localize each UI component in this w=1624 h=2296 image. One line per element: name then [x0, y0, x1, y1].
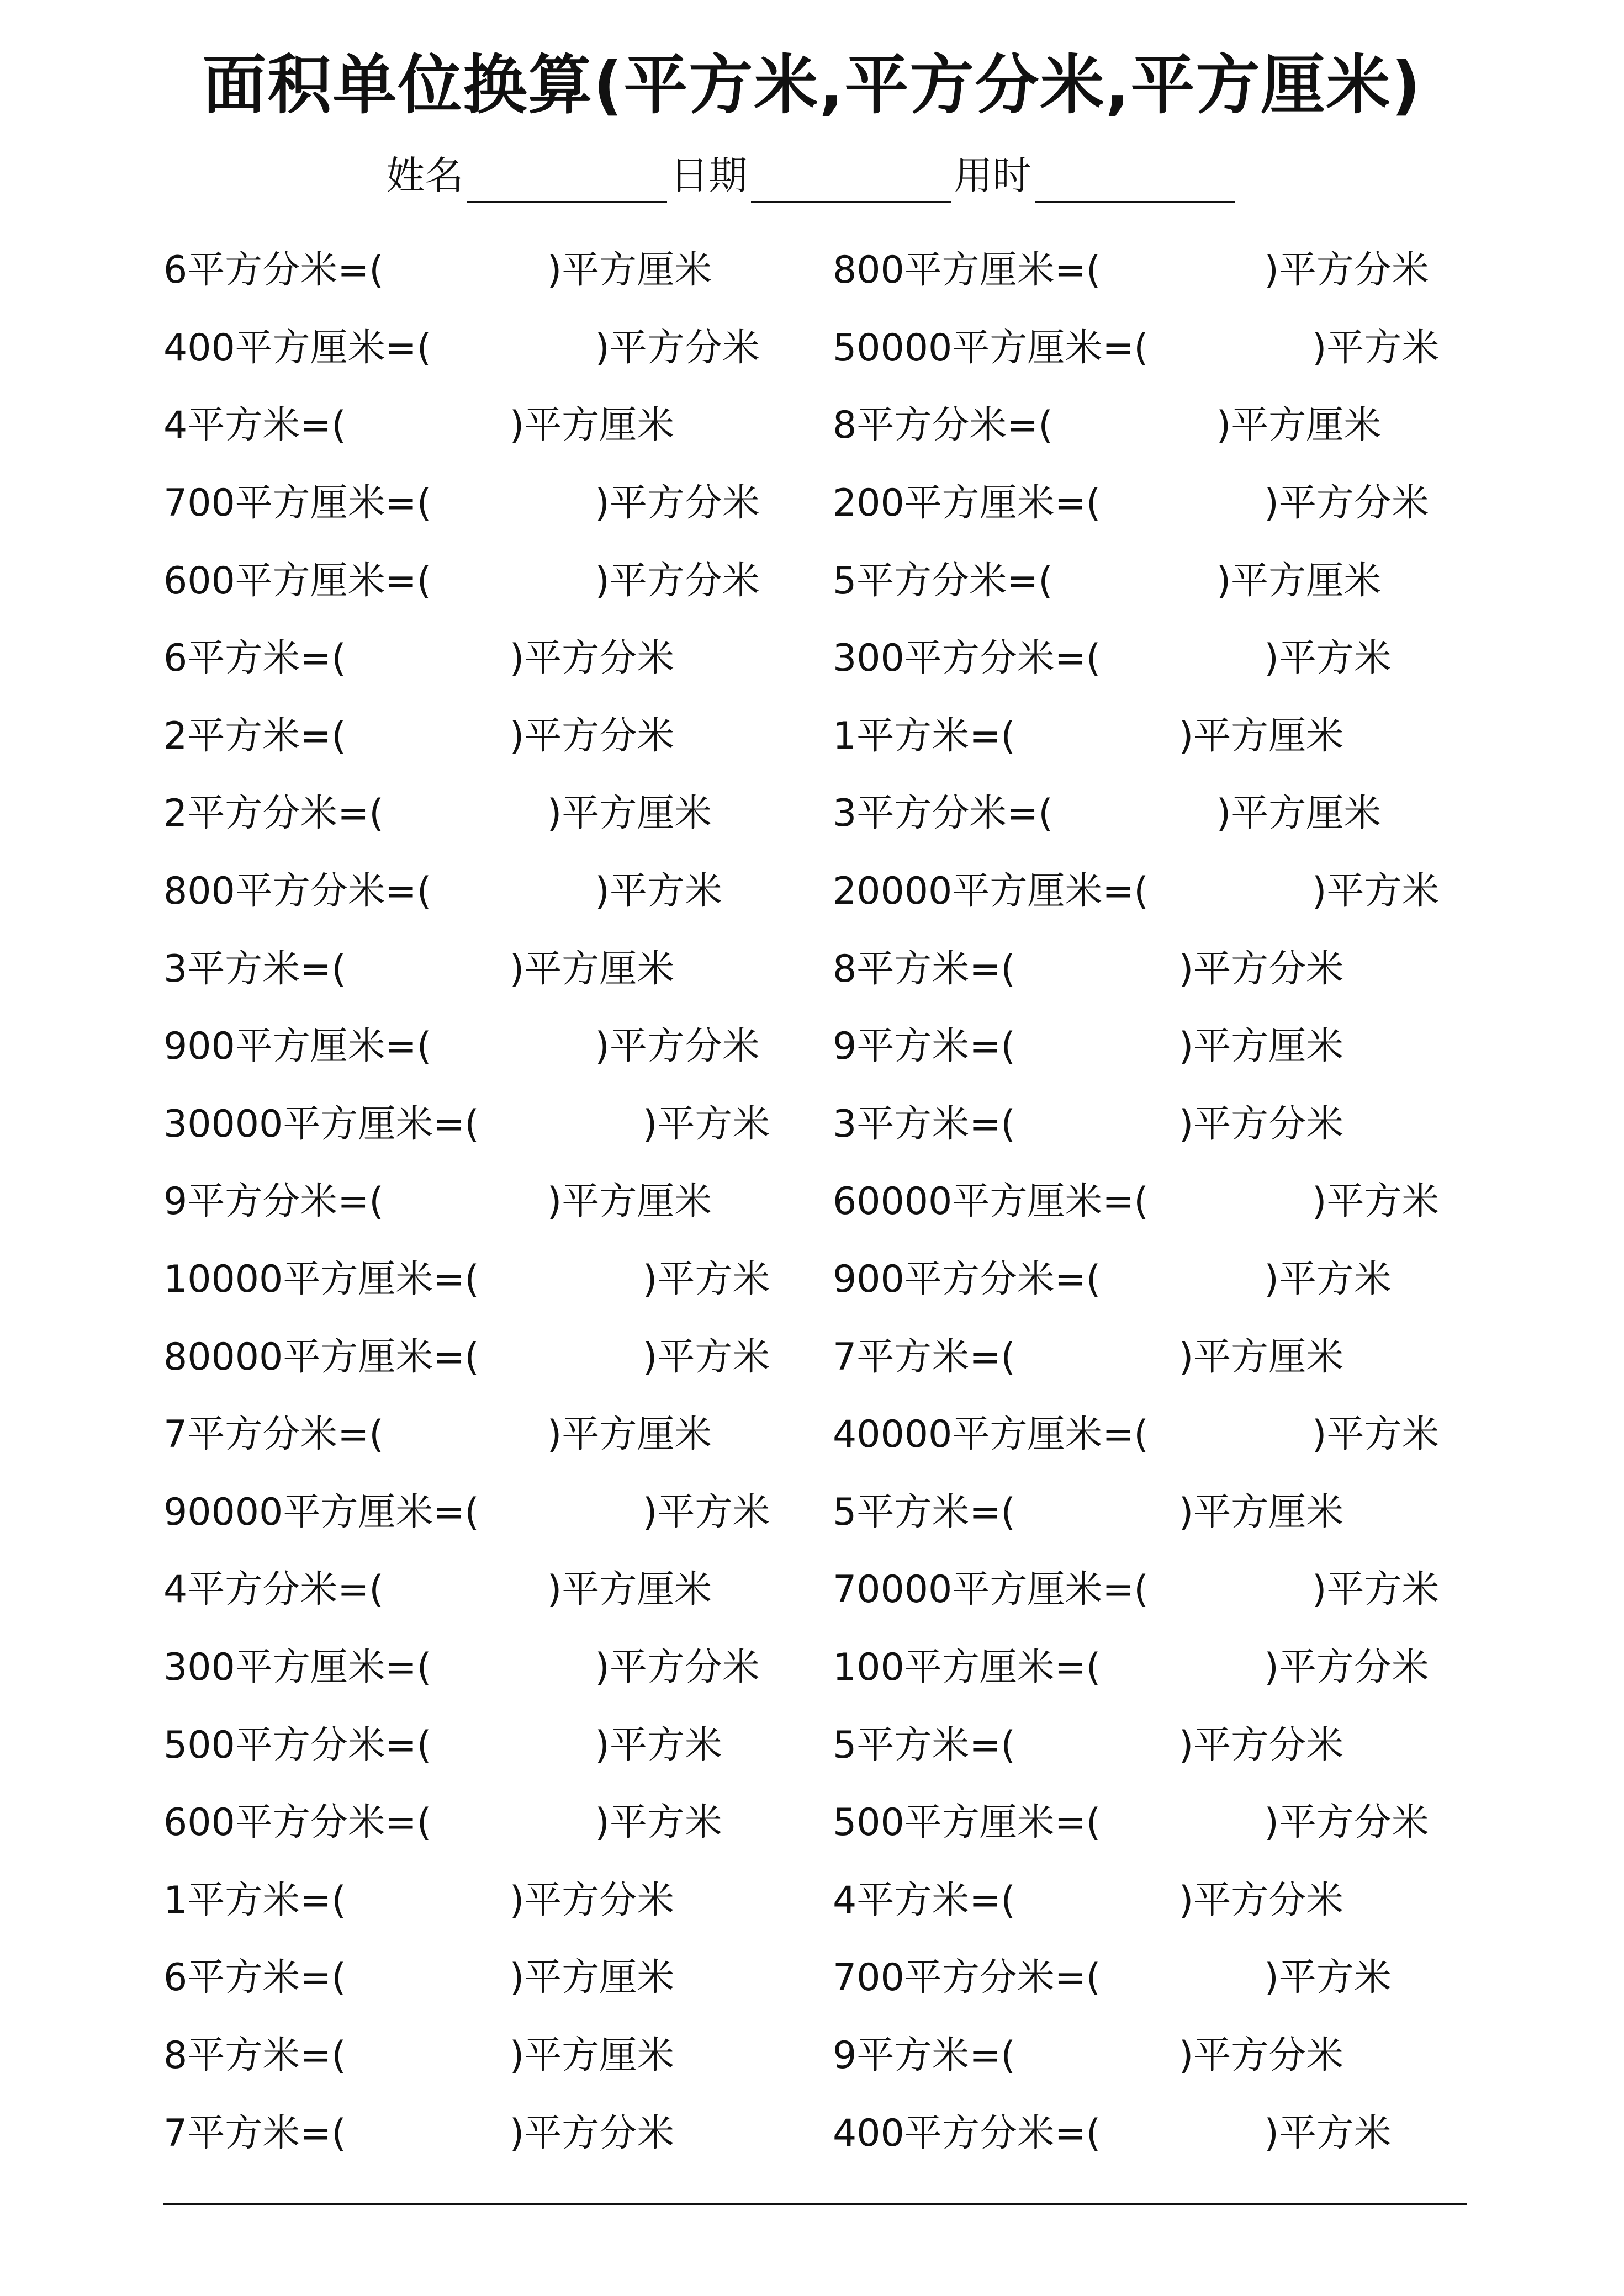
- problem-item: [163, 1551, 833, 1629]
- problem-target-unit: )平方米: [1311, 326, 1440, 370]
- problem-target-unit: )平方米: [1264, 1258, 1392, 1302]
- problem-target-unit: )平方厘米: [509, 2033, 675, 2077]
- problem-target-unit: )平方分米: [1264, 1801, 1429, 1845]
- problem-item: [163, 1706, 833, 1784]
- problem-target-unit: )平方分米: [1264, 248, 1429, 293]
- problem-target-unit: )平方米: [1311, 1568, 1440, 1612]
- problem-target-unit: )平方厘米: [547, 248, 712, 293]
- problem-item: [833, 2094, 1500, 2172]
- problem-expression: 8平方米=(: [163, 2033, 346, 2077]
- problem-expression: 300平方厘米=(: [163, 1645, 432, 1689]
- problem-target-unit: )平方厘米: [1216, 792, 1382, 836]
- problem-target-unit: )平方厘米: [1178, 1335, 1344, 1379]
- problem-target-unit: )平方分米: [509, 1878, 675, 1922]
- problem-target-unit: )平方分米: [509, 2111, 675, 2155]
- problem-expression: 400平方分米=(: [833, 2111, 1101, 2155]
- problem-item: [833, 232, 1500, 310]
- problem-target-unit: )平方厘米: [547, 1413, 712, 1457]
- problem-target-unit: )平方米: [1311, 869, 1440, 914]
- problem-item: [163, 1241, 833, 1319]
- problem-expression: 7平方米=(: [163, 2111, 346, 2155]
- date-blank-line: [751, 160, 951, 203]
- problem-target-unit: )平方米: [642, 1490, 770, 1534]
- problem-expression: 3平方分米=(: [833, 792, 1053, 836]
- problem-item: [163, 1086, 833, 1164]
- problem-expression: 5平方米=(: [833, 1490, 1015, 1534]
- problem-expression: 100平方厘米=(: [833, 1645, 1101, 1689]
- problem-expression: 7平方米=(: [833, 1335, 1015, 1379]
- problem-item: [163, 1629, 833, 1707]
- problem-item: [163, 698, 833, 776]
- problem-target-unit: )平方厘米: [509, 404, 675, 448]
- worksheet-title: 面积单位换算(平方米,平方分米,平方厘米): [202, 48, 1422, 123]
- time-label: 用时: [954, 153, 1031, 198]
- problem-expression: 2平方米=(: [163, 714, 346, 758]
- problem-expression: 60000平方厘米=(: [833, 1180, 1149, 1224]
- problem-item: [833, 1396, 1500, 1474]
- problem-expression: 4平方米=(: [163, 404, 346, 448]
- problem-target-unit: )平方分米: [595, 481, 760, 526]
- problem-target-unit: )平方厘米: [1216, 559, 1382, 603]
- problem-item: [833, 1551, 1500, 1629]
- problem-item: [833, 698, 1500, 776]
- problem-target-unit: )平方厘米: [547, 792, 712, 836]
- problem-expression: 800平方分米=(: [163, 869, 432, 914]
- problem-grid: [163, 232, 1500, 2172]
- problem-item: [163, 2017, 833, 2095]
- problem-item: [833, 1862, 1500, 1939]
- problem-target-unit: )平方厘米: [509, 947, 675, 991]
- problem-expression: 6平方米=(: [163, 637, 346, 681]
- problem-item: [163, 1163, 833, 1241]
- problem-target-unit: )平方米: [1311, 1180, 1440, 1224]
- problem-item: [163, 2094, 833, 2172]
- problem-target-unit: )平方米: [595, 1801, 722, 1845]
- problem-expression: 2平方分米=(: [163, 792, 384, 836]
- problem-target-unit: )平方米: [642, 1102, 770, 1146]
- problem-expression: 500平方分米=(: [163, 1723, 432, 1767]
- problem-expression: 800平方厘米=(: [833, 248, 1101, 293]
- problem-target-unit: )平方米: [1264, 1956, 1392, 2000]
- problem-item: [833, 1784, 1500, 1862]
- problem-item: [163, 775, 833, 853]
- problem-item: [833, 1008, 1500, 1086]
- problem-expression: 1平方米=(: [833, 714, 1015, 758]
- problem-item: [833, 465, 1500, 543]
- problem-expression: 5平方分米=(: [833, 559, 1053, 603]
- problem-expression: 1平方米=(: [163, 1878, 346, 1922]
- problem-target-unit: )平方厘米: [547, 1568, 712, 1612]
- problem-item: [833, 620, 1500, 698]
- problem-expression: 900平方分米=(: [833, 1258, 1101, 1302]
- problem-expression: 900平方厘米=(: [163, 1025, 432, 1069]
- problem-item: [833, 542, 1500, 620]
- problem-item: [163, 1474, 833, 1552]
- problem-target-unit: )平方厘米: [1178, 714, 1344, 758]
- problem-expression: 30000平方厘米=(: [163, 1102, 479, 1146]
- problem-expression: 3平方米=(: [833, 1102, 1015, 1146]
- problem-item: [833, 930, 1500, 1008]
- problem-target-unit: )平方分米: [1178, 1723, 1344, 1767]
- problem-item: [163, 1396, 833, 1474]
- problem-expression: 700平方厘米=(: [163, 481, 432, 526]
- problem-target-unit: )平方分米: [1178, 1878, 1344, 1922]
- problem-expression: 600平方分米=(: [163, 1801, 432, 1845]
- problem-target-unit: )平方米: [642, 1335, 770, 1379]
- problem-item: [833, 775, 1500, 853]
- problem-expression: 6平方米=(: [163, 1956, 346, 2000]
- problem-target-unit: )平方分米: [595, 1025, 760, 1069]
- problem-target-unit: )平方米: [1311, 1413, 1440, 1457]
- problem-target-unit: )平方米: [1264, 637, 1392, 681]
- problem-target-unit: )平方分米: [1264, 1645, 1429, 1689]
- problem-item: [833, 1318, 1500, 1396]
- problem-item: [163, 1862, 833, 1939]
- problem-item: [833, 387, 1500, 465]
- problem-target-unit: )平方分米: [509, 714, 675, 758]
- problem-expression: 300平方分米=(: [833, 637, 1101, 681]
- problem-target-unit: )平方米: [1264, 2111, 1392, 2155]
- problem-item: [163, 542, 833, 620]
- problem-item: [163, 1008, 833, 1086]
- problem-item: [833, 310, 1500, 388]
- problem-item: [163, 930, 833, 1008]
- time-blank-line: [1035, 160, 1235, 203]
- problem-expression: 10000平方厘米=(: [163, 1258, 479, 1302]
- problem-item: [833, 1474, 1500, 1552]
- problem-target-unit: )平方分米: [595, 1645, 760, 1689]
- problem-expression: 9平方分米=(: [163, 1180, 384, 1224]
- problem-expression: 20000平方厘米=(: [833, 869, 1149, 914]
- problem-item: [163, 387, 833, 465]
- problem-expression: 70000平方厘米=(: [833, 1568, 1149, 1612]
- problem-item: [833, 1086, 1500, 1164]
- problem-target-unit: )平方分米: [1178, 947, 1344, 991]
- problem-expression: 500平方厘米=(: [833, 1801, 1101, 1845]
- time-field: [954, 148, 1238, 203]
- problem-target-unit: )平方厘米: [1178, 1490, 1344, 1534]
- problem-item: [163, 1939, 833, 2017]
- problem-expression: 8平方分米=(: [833, 404, 1053, 448]
- problem-item: [163, 232, 833, 310]
- problem-expression: 200平方厘米=(: [833, 481, 1101, 526]
- problem-target-unit: )平方米: [595, 869, 722, 914]
- date-label: 日期: [670, 153, 748, 198]
- problem-expression: 9平方米=(: [833, 2033, 1015, 2077]
- problem-target-unit: )平方分米: [1178, 2033, 1344, 2077]
- problem-item: [163, 1784, 833, 1862]
- problem-expression: 600平方厘米=(: [163, 559, 432, 603]
- problem-target-unit: )平方分米: [1178, 1102, 1344, 1146]
- problem-target-unit: )平方厘米: [1178, 1025, 1344, 1069]
- problem-item: [163, 1318, 833, 1396]
- problem-item: [833, 1939, 1500, 2017]
- problem-target-unit: )平方分米: [509, 637, 675, 681]
- problem-expression: 3平方米=(: [163, 947, 346, 991]
- problem-item: [833, 1241, 1500, 1319]
- problem-target-unit: )平方米: [595, 1723, 722, 1767]
- problem-item: [833, 1706, 1500, 1784]
- problem-target-unit: )平方分米: [595, 326, 760, 370]
- student-info-row: [0, 148, 1624, 203]
- problem-item: [163, 620, 833, 698]
- problem-expression: 8平方米=(: [833, 947, 1015, 991]
- problem-item: [833, 2017, 1500, 2095]
- problem-item: [833, 853, 1500, 931]
- problem-expression: 6平方分米=(: [163, 248, 384, 293]
- problem-target-unit: )平方厘米: [1216, 404, 1382, 448]
- problem-expression: 90000平方厘米=(: [163, 1490, 479, 1534]
- problem-item: [833, 1163, 1500, 1241]
- bottom-divider: [163, 2203, 1467, 2205]
- problem-item: [833, 1629, 1500, 1707]
- problem-target-unit: )平方厘米: [509, 1956, 675, 2000]
- problem-expression: 700平方分米=(: [833, 1956, 1101, 2000]
- problem-expression: 400平方厘米=(: [163, 326, 432, 370]
- problem-target-unit: )平方厘米: [547, 1180, 712, 1224]
- problem-expression: 4平方分米=(: [163, 1568, 384, 1612]
- problem-expression: 40000平方厘米=(: [833, 1413, 1149, 1457]
- problem-target-unit: )平方分米: [1264, 481, 1429, 526]
- problem-expression: 4平方米=(: [833, 1878, 1015, 1922]
- date-field: [670, 148, 954, 203]
- problem-expression: 80000平方厘米=(: [163, 1335, 479, 1379]
- name-blank-line: [467, 160, 667, 203]
- problem-target-unit: )平方分米: [595, 559, 760, 603]
- problem-item: [163, 310, 833, 388]
- problem-expression: 50000平方厘米=(: [833, 326, 1149, 370]
- problem-item: [163, 853, 833, 931]
- problem-expression: 7平方分米=(: [163, 1413, 384, 1457]
- name-field: [387, 148, 670, 203]
- problem-item: [163, 465, 833, 543]
- problem-expression: 9平方米=(: [833, 1025, 1015, 1069]
- problem-target-unit: )平方米: [642, 1258, 770, 1302]
- name-label: 姓名: [386, 153, 464, 198]
- problem-expression: 5平方米=(: [833, 1723, 1015, 1767]
